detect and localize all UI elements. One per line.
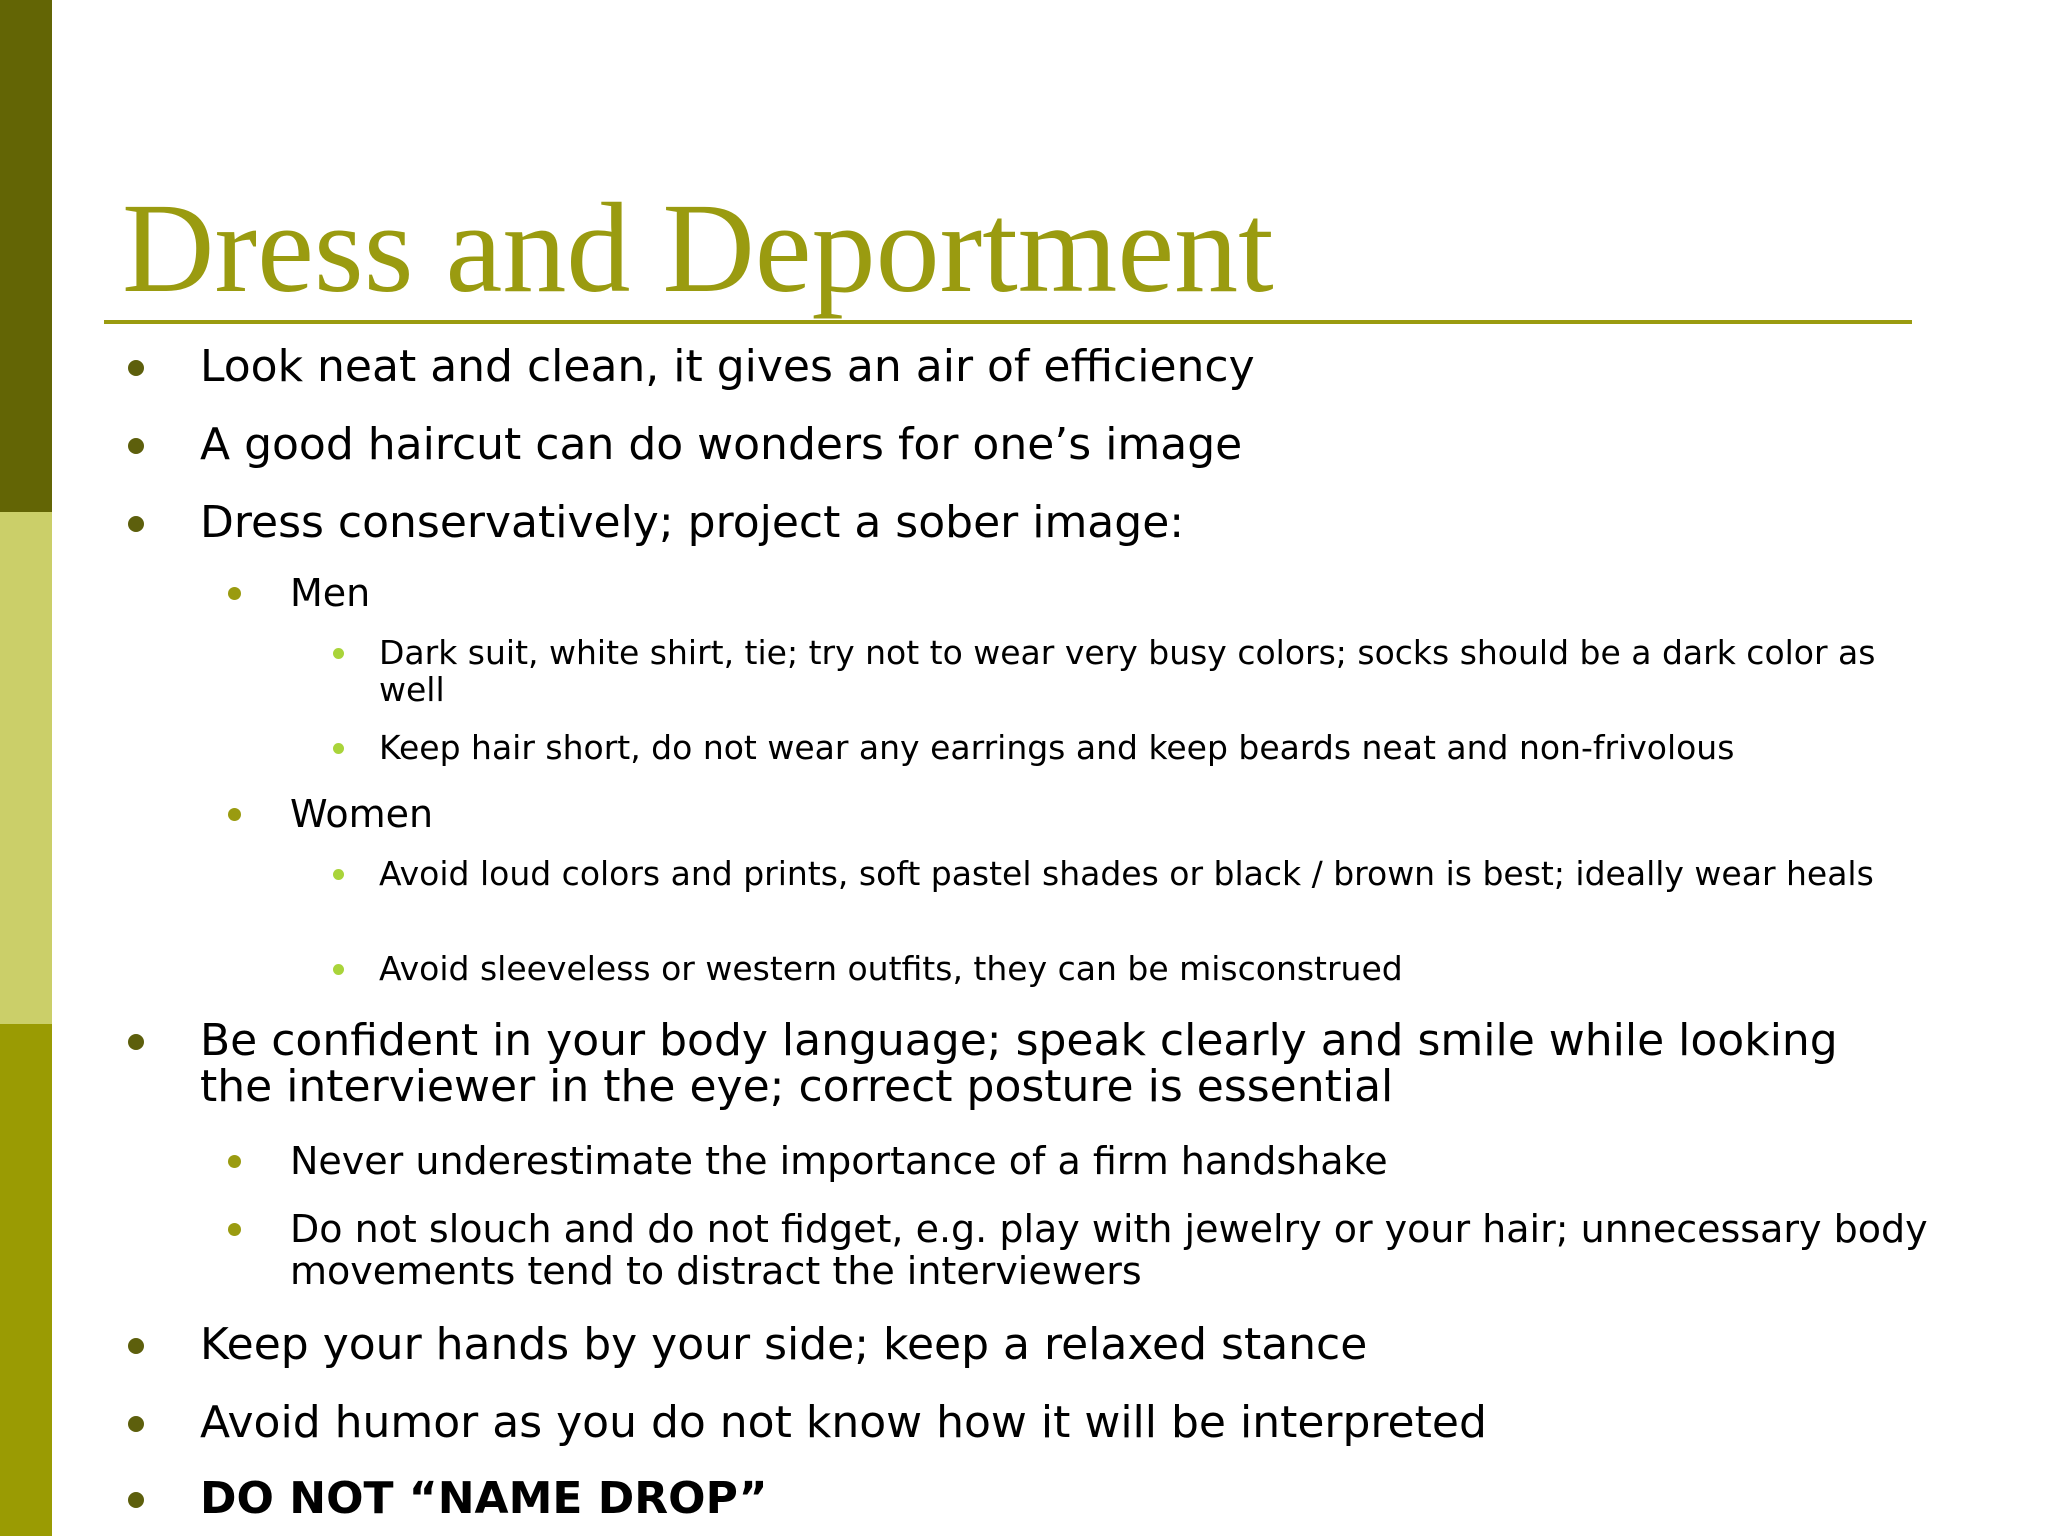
slide-title: Dress and Deportment <box>122 177 1274 319</box>
bullet-text: Do not slouch and do not fidget, e.g. play with jewelry or your hair; unnecessary body movements tend to distract the interviewers <box>290 1207 1928 1293</box>
bullet-text: Men <box>290 571 371 615</box>
bullet-text: Women <box>290 792 434 836</box>
bullet-text: Avoid humor as you do not know how it will be interpreted <box>200 1397 1487 1448</box>
bullet-dot-icon <box>128 1034 144 1050</box>
bullet-text: Look neat and clean, it gives an air of efficiency <box>200 341 1255 392</box>
bullet-dot-icon <box>228 1223 241 1236</box>
bullet-dot-icon <box>128 516 144 532</box>
bullet-text: Be confident in your body language; speak clearly and smile while looking the interviewer in the eye; correct posture is essential <box>200 1015 1838 1112</box>
bullet-dot-icon <box>333 869 344 880</box>
bullet-text: Dark suit, white shirt, tie; try not to wear very busy colors; socks should be a dark color as well <box>379 633 1876 709</box>
bullet-text: A good haircut can do wonders for one’s image <box>200 419 1243 470</box>
bullet-text: Avoid loud colors and prints, soft pastel shades or black / brown is best; ideally wear heals <box>379 854 1874 893</box>
bullet-dot-icon <box>333 964 344 975</box>
bullet-dot-icon <box>128 1416 144 1432</box>
bullet-text: Dress conservatively; project a sober image: <box>200 497 1185 548</box>
bullet-text: Keep hair short, do not wear any earrings and keep beards neat and non-frivolous <box>379 728 1735 767</box>
bullet-text: Avoid sleeveless or western outfits, they can be misconstrued <box>379 949 1403 988</box>
bullet-dot-icon <box>128 1338 144 1354</box>
bullet-dot-icon <box>228 1155 241 1168</box>
bullet-dot-icon <box>128 360 144 376</box>
bullet-dot-icon <box>228 808 241 821</box>
bullet-dot-icon <box>128 1492 144 1508</box>
bullet-dot-icon <box>333 743 344 754</box>
bullet-text: DO NOT “NAME DROP” <box>200 1473 768 1524</box>
bullet-dot-icon <box>228 587 241 600</box>
bullet-dot-icon <box>128 438 144 454</box>
bullet-dot-icon <box>333 648 344 659</box>
bullet-text: Never underestimate the importance of a firm handshake <box>290 1139 1388 1183</box>
bullet-text: Keep your hands by your side; keep a relaxed stance <box>200 1319 1368 1370</box>
